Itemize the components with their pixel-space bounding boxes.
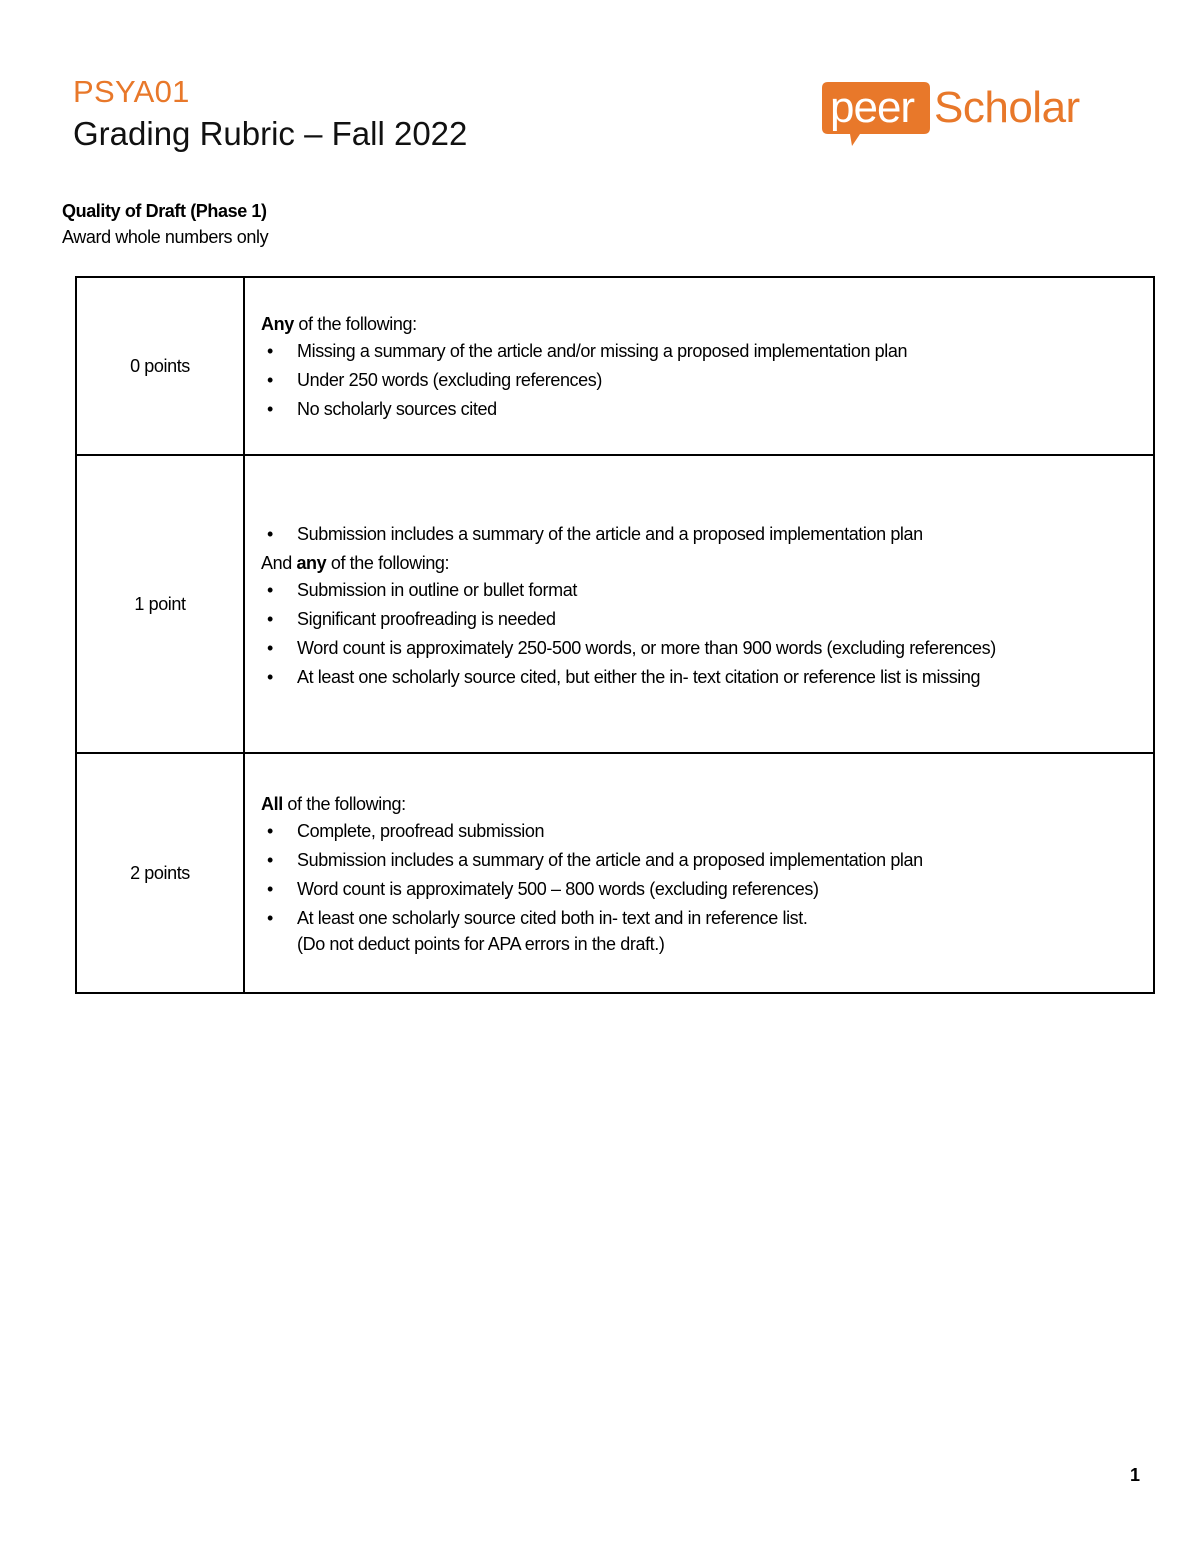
bullet-icon: • — [267, 637, 273, 658]
bullet-icon: • — [267, 849, 273, 870]
course-code: PSYA01 — [73, 74, 190, 109]
criteria-list — [261, 338, 1113, 422]
bullet-icon: • — [267, 341, 273, 361]
list-item-text: Under 250 words (excluding references) — [297, 370, 602, 390]
list-item-text: Word count is approximately 250-500 words, or more than 900 words (excluding references) — [297, 637, 996, 658]
bullet-icon: • — [267, 878, 273, 899]
logo-text-peer: peer — [830, 83, 915, 132]
intro-emphasis: Any — [261, 314, 294, 334]
points-cell: 2 points — [76, 753, 244, 993]
list-item-text: Complete, proofread submission — [297, 820, 545, 841]
list-item-text: Word count is approximately 500 – 800 words (excluding references) — [297, 878, 819, 899]
rubric-table — [75, 276, 1155, 994]
intro-emphasis: All — [261, 793, 283, 814]
list-item-text: Missing a summary of the article and/or missing a proposed implementation plan — [297, 341, 908, 361]
bullet-icon: • — [267, 523, 273, 544]
bullet-icon: • — [267, 820, 273, 841]
criteria-intro — [261, 791, 1113, 817]
list-item — [261, 577, 1113, 603]
criteria-list — [261, 577, 1113, 690]
criteria-aside-note: (Do not deduct points for APA errors in the draft.) — [297, 933, 665, 954]
section-note: Award whole numbers only — [62, 227, 269, 247]
points-cell: 1 point — [76, 455, 244, 753]
points-cell: 0 points — [76, 277, 244, 455]
intro-text: of the following: — [282, 793, 406, 814]
intro-emphasis: any — [296, 552, 327, 573]
list-item — [261, 396, 1113, 422]
list-item-text: At least one scholarly source cited, but either the in- text citation or reference list is missing — [297, 666, 981, 687]
criteria-cell — [244, 753, 1154, 993]
list-item — [261, 367, 1113, 393]
peerscholar-logo — [816, 78, 1126, 150]
criteria-intro — [261, 311, 1113, 337]
bullet-icon: • — [267, 666, 273, 687]
list-item — [261, 338, 1113, 364]
page-number: 1 — [1130, 1465, 1141, 1485]
list-item-text: No scholarly sources cited — [297, 399, 497, 419]
intro-prefix: And — [261, 552, 297, 573]
rubric-row-2-points — [76, 753, 1154, 993]
list-item — [261, 664, 1113, 690]
list-item — [261, 905, 1113, 957]
list-item-text: At least one scholarly source cited both in- text and in reference list. — [297, 907, 808, 928]
criteria-list — [261, 818, 1113, 957]
intro-text: of the following: — [293, 314, 417, 334]
bullet-icon: • — [267, 399, 273, 419]
section-heading: Quality of Draft (Phase 1) — [62, 201, 267, 221]
list-item-text: Submission includes a summary of the article and a proposed implementation plan — [297, 523, 923, 544]
list-item — [261, 876, 1113, 902]
rubric-row-1-point — [76, 455, 1154, 753]
document-title: Grading Rubric – Fall 2022 — [73, 115, 468, 152]
criteria-pre-list — [261, 521, 1113, 547]
list-item — [261, 847, 1113, 873]
bullet-icon: • — [267, 608, 273, 629]
bullet-icon: • — [267, 370, 273, 390]
bullet-icon: • — [267, 907, 273, 928]
bullet-icon: • — [267, 579, 273, 600]
list-item — [261, 818, 1113, 844]
criteria-cell — [244, 277, 1154, 455]
list-item — [261, 521, 1113, 547]
logo-text-scholar: Scholar — [934, 83, 1080, 132]
intro-text: of the following: — [326, 552, 450, 573]
criteria-cell — [244, 455, 1154, 753]
criteria-intro — [261, 550, 1113, 576]
rubric-row-0-points — [76, 277, 1154, 455]
list-item — [261, 606, 1113, 632]
list-item-text: Submission in outline or bullet format — [297, 579, 577, 600]
list-item-text: Significant proofreading is needed — [297, 608, 556, 629]
list-item-text: Submission includes a summary of the article and a proposed implementation plan — [297, 849, 923, 870]
list-item — [261, 635, 1113, 661]
